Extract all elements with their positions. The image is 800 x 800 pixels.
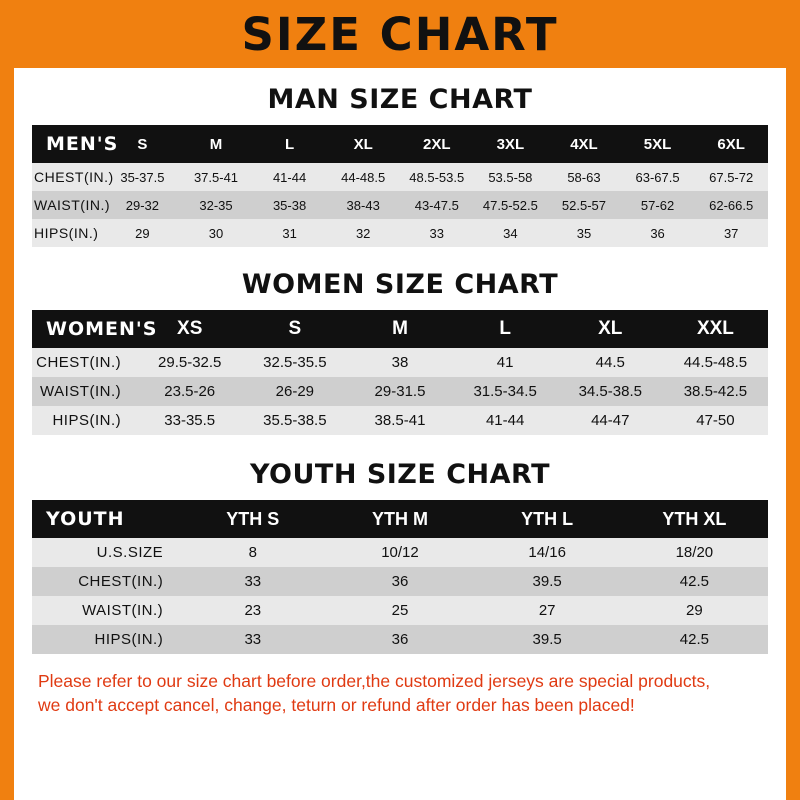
table-header-row — [32, 500, 768, 538]
man-waist-m: 32-35 — [199, 197, 233, 213]
table-row — [32, 567, 768, 596]
man-hips-2xl: 33 — [429, 225, 444, 241]
youth-table-body — [32, 538, 768, 654]
man-row-label-hips: HIPS(IN.) — [34, 225, 99, 241]
man-chest-s: 35-37.5 — [120, 169, 165, 185]
man-waist-6xl: 62-66.5 — [709, 197, 754, 213]
footer-note-line-2: we don't accept cancel, change, teturn or refund after order has been placed! — [38, 694, 635, 715]
man-waist-5xl: 57-62 — [640, 197, 675, 213]
women-hips-xxl: 47-50 — [696, 412, 735, 429]
man-header-2xl: 2XL — [423, 135, 451, 153]
women-waist-xl: 34.5-38.5 — [578, 383, 642, 400]
youth-header-m: YTH M — [371, 508, 428, 529]
women-waist-s: 26-29 — [275, 383, 315, 400]
women-hips-l: 41-44 — [485, 412, 525, 429]
women-section-heading: WOMEN SIZE CHART — [241, 269, 559, 300]
man-header-xl: XL — [353, 135, 373, 153]
youth-row-label-chest: CHEST(IN.) — [78, 573, 164, 590]
women-header-m: M — [392, 318, 408, 339]
man-chest-3xl: 53.5-58 — [488, 169, 533, 185]
man-hips-6xl: 37 — [723, 225, 739, 241]
page-banner — [14, 0, 786, 68]
table-row — [32, 219, 768, 247]
youth-waist-s: 23 — [244, 602, 262, 619]
table-row — [32, 163, 768, 191]
man-hips-s: 29 — [135, 225, 150, 241]
youth-ussize-m: 10/12 — [381, 544, 419, 561]
women-hips-xl: 44-47 — [591, 412, 630, 429]
women-chest-m: 38 — [391, 354, 409, 371]
man-chest-l: 41-44 — [272, 169, 307, 185]
youth-section-heading: YOUTH SIZE CHART — [249, 459, 551, 490]
youth-row-label-waist: WAIST(IN.) — [82, 602, 164, 619]
women-waist-xs: 23.5-26 — [164, 383, 216, 400]
page-title: SIZE CHART — [241, 7, 559, 61]
youth-ussize-s: 8 — [248, 544, 257, 561]
women-header-s: S — [288, 318, 302, 339]
youth-chest-xl: 42.5 — [679, 573, 709, 590]
man-waist-4xl: 52.5-57 — [561, 197, 606, 213]
women-table-body — [32, 348, 768, 435]
man-header-l: L — [284, 135, 295, 153]
table-header-row — [32, 125, 768, 163]
man-size-table — [32, 125, 768, 247]
man-chest-5xl: 63-67.5 — [635, 169, 680, 185]
man-hips-l: 31 — [282, 225, 297, 241]
man-chest-6xl: 67.5-72 — [709, 169, 754, 185]
man-table-body — [32, 163, 768, 247]
women-header-xs: XS — [177, 318, 203, 339]
man-header-s: S — [137, 135, 148, 153]
man-waist-l: 35-38 — [272, 197, 307, 213]
man-hips-5xl: 36 — [650, 225, 665, 241]
man-hips-4xl: 35 — [576, 225, 592, 241]
chart-content — [14, 84, 786, 717]
man-section-heading: MAN SIZE CHART — [267, 84, 533, 115]
youth-header-s: YTH S — [226, 508, 280, 529]
women-size-table — [32, 310, 768, 435]
women-waist-m: 29-31.5 — [374, 383, 426, 400]
man-header-5xl: 5XL — [643, 135, 672, 153]
youth-waist-l: 27 — [538, 602, 556, 619]
women-chest-xs: 29.5-32.5 — [158, 354, 222, 371]
man-chest-xl: 44-48.5 — [341, 169, 386, 185]
man-waist-xl: 38-43 — [346, 197, 380, 213]
youth-hips-m: 36 — [391, 631, 409, 648]
youth-row-label-ussize: U.S.SIZE — [96, 544, 164, 561]
table-row — [32, 348, 768, 377]
women-table-header — [32, 310, 768, 348]
man-header-3xl: 3XL — [496, 135, 525, 153]
youth-chest-l: 39.5 — [532, 573, 562, 590]
man-table-header — [32, 125, 768, 163]
women-waist-l: 31.5-34.5 — [473, 383, 537, 400]
women-header-xl: XL — [598, 318, 623, 339]
man-chest-4xl: 58-63 — [567, 169, 601, 185]
man-waist-3xl: 47.5-52.5 — [482, 197, 538, 213]
table-row — [32, 191, 768, 219]
youth-hips-xl: 42.5 — [679, 631, 709, 648]
youth-waist-m: 25 — [391, 602, 409, 619]
women-row-label-chest: CHEST(IN.) — [36, 354, 122, 371]
youth-hips-l: 39.5 — [532, 631, 562, 648]
man-hips-3xl: 34 — [503, 225, 518, 241]
women-chest-l: 41 — [496, 354, 514, 371]
table-row — [32, 538, 768, 567]
man-row-label-chest: CHEST(IN.) — [34, 169, 114, 185]
man-row-label-waist: WAIST(IN.) — [34, 197, 111, 213]
women-hips-xs: 33-35.5 — [164, 412, 216, 429]
women-row-label-hips: HIPS(IN.) — [52, 412, 122, 429]
youth-hips-s: 33 — [244, 631, 262, 648]
man-waist-s: 29-32 — [125, 197, 160, 213]
youth-ussize-xl: 18/20 — [675, 544, 714, 561]
man-hips-m: 30 — [208, 225, 224, 241]
youth-ussize-l: 14/16 — [528, 544, 566, 561]
table-row — [32, 625, 768, 654]
youth-table-header — [32, 500, 768, 538]
women-header-l: L — [499, 318, 511, 339]
women-hips-s: 35.5-38.5 — [263, 412, 327, 429]
footer-note-line-1: Please refer to our size chart before order,the customized jerseys are special products, — [38, 671, 711, 691]
youth-row-label-hips: HIPS(IN.) — [94, 631, 164, 648]
women-chest-xl: 44.5 — [595, 354, 625, 371]
youth-chest-s: 33 — [244, 573, 262, 590]
man-hips-xl: 32 — [355, 225, 371, 241]
man-chest-m: 37.5-41 — [193, 169, 239, 185]
footer-note — [38, 670, 762, 717]
youth-header-xl: YTH XL — [662, 508, 727, 529]
women-chest-xxl: 44.5-48.5 — [683, 354, 748, 371]
man-chest-2xl: 48.5-53.5 — [409, 169, 465, 185]
women-header-xxl: XXL — [696, 318, 734, 339]
man-header-6xl: 6XL — [717, 135, 745, 153]
women-header-label: WOMEN'S — [46, 318, 158, 340]
table-row — [32, 596, 768, 625]
women-chest-s: 32.5-35.5 — [263, 354, 327, 371]
youth-header-label: YOUTH — [46, 508, 125, 530]
table-row — [32, 406, 768, 435]
women-hips-m: 38.5-41 — [374, 412, 426, 429]
man-waist-2xl: 43-47.5 — [414, 197, 459, 213]
women-row-label-waist: WAIST(IN.) — [40, 383, 122, 400]
man-header-m: M — [209, 135, 223, 153]
man-header-4xl: 4XL — [570, 135, 598, 153]
table-header-row — [32, 310, 768, 348]
youth-waist-xl: 29 — [686, 602, 703, 619]
youth-size-table — [32, 500, 768, 654]
table-row — [32, 377, 768, 406]
women-waist-xxl: 38.5-42.5 — [683, 383, 748, 400]
man-header-label: MEN'S — [46, 133, 119, 155]
youth-chest-m: 36 — [391, 573, 409, 590]
youth-header-l: YTH L — [521, 508, 574, 529]
